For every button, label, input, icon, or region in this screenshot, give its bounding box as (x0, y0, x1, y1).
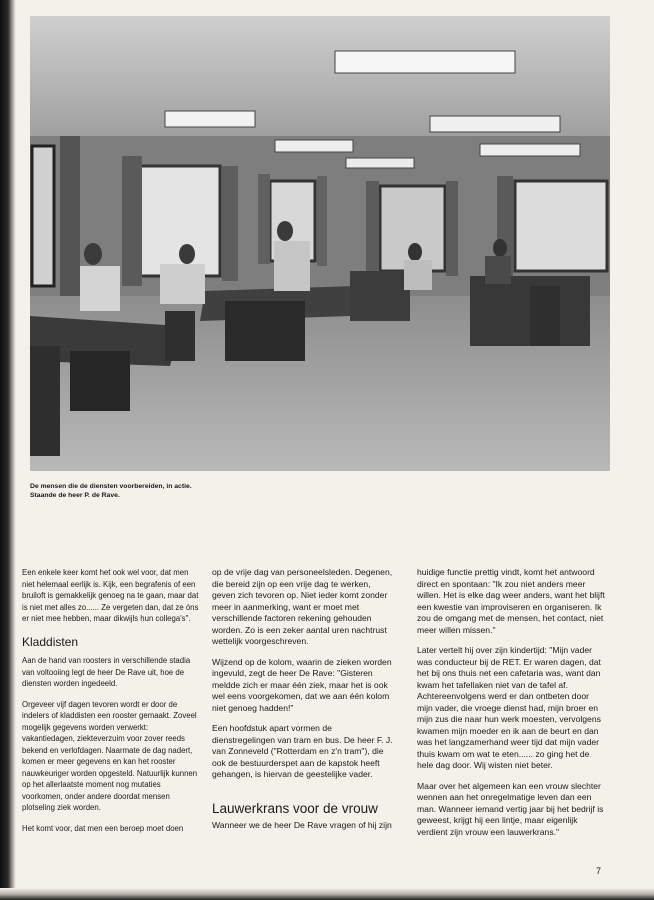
paragraph: Het komt voor, dat men een beroep moet doen (22, 823, 184, 833)
paragraph: Maar over het algemeen kan een vrouw slechter wennen aan het onregelmatige leven dan een man. Wanneer iemand vertig jaar bij het bedrijf is geweest, krijgt hij een lintje, maar eigenlijk verdient zijn vrouw een lauwerkrans." (417, 780, 604, 837)
paragraph: huidige functie prettig vindt, komt het antwoord direct en spontaan: "Ik zou niet anders meer willen. Het is elke dag weer anders, want het blijft een kwestie van improviseren en organiseren. Ik zou de omgang met de mensen, het contact, niet meer willen missen." (417, 567, 605, 635)
page-number: 7 (596, 866, 602, 876)
paragraph: Wanneer we de heer De Rave vragen of hij zijn (212, 820, 392, 830)
column-2 (212, 567, 394, 841)
paragraph: Aan de hand van roosters in verschillende stadia van voltooiing legt de heer De Rave uit, hoe de diensten worden ingedeeld. (22, 656, 191, 688)
paragraph: Een enkele keer komt het ook wel voor, dat men niet helemaal eerlijk is. Kijk, een begrafenis of een bruiloft is gemakkelijk genoeg na te gaan, maar dat is niet met alles zo...... Ze vergeten dan, dat ze óns er niet mee hebben, maar dikwijls hun collega's". (22, 568, 199, 623)
photo-caption (30, 482, 290, 500)
book-spine-shadow (0, 0, 16, 900)
section-heading: Lauwerkrans voor de vrouw (212, 800, 378, 816)
paragraph: Later vertelt hij over zijn kindertijd: "Mijn vader was conducteur bij de RET. Er waren dagen, dat het bij ons thuis net een cafetaria was, want dan kwam het tafellaken niet van de tafel af. Achtereenvolgens werd er dan ontbeten door mijn vader, die vroege dienst had, mijn broer en mijn zus die naar hun werk moesten, vervolgens kwamen mijn moeder en ik aan de beurt en dan was het langzamerhand weer tijd dat mijn vader thuis kwam om wat te eten...... zo ging het de hele dag door. Wij wisten niet beter. (417, 645, 601, 770)
caption-line: De mensen die de diensten voorbereiden, in actie. (30, 483, 192, 490)
column-3 (417, 567, 607, 847)
paragraph: Orgeveer vijf dagen tevoren wordt er door de indelers of kladdisten een rooster gemaakt. Zoveel mogelijk gegevens worden verwerkt: vakantiedagen, ziekteverzuim voor zover reeds bekend en verlofdagen. Naarmate de dag nadert, komen er meer gegevens en kan het rooster nauwkeuriger worden opgesteld. Natuurlijk kunnen op het allerlaatste moment nog mutaties voorkomen, onder andere doordat mensen plotseling ziek worden. (22, 699, 198, 812)
paragraph: op de vrije dag van personeelsleden. Degenen, die bereid zijn op een vrije dag te werken, geven zich tevoren op. Niet ieder komt zonder meer in aanmerking, want er moet met verschillende factoren rekening gehouden worden. Zo is een zeker aantal uren nachtrust wettelijk voorgeschreven. (212, 567, 393, 646)
office-photo (30, 16, 610, 471)
paragraph: Een hoofdstuk apart vormen de dienstregelingen van tram en bus. De heer F. J. van Zonneveld ("Rotterdam en z'n tram"), die ook de bestuurderspet aan de kapstok heeft gehangen, is hiervan de geestelijke vader. (212, 723, 393, 779)
section-heading: Kladdisten (22, 634, 79, 649)
page-bottom-edge (0, 888, 654, 900)
caption-line: Staande de heer P. de Rave. (30, 492, 120, 499)
paragraph: Wijzend op de kolom, waarin de zieken worden ingevuld, zegt de heer De Rave: "Gisteren meldde zich er maar één ziek, maar het is ook wel eens voorgekomen, dat we aan één kolom niet genoeg hadden!" (212, 656, 392, 713)
column-1 (22, 567, 200, 843)
